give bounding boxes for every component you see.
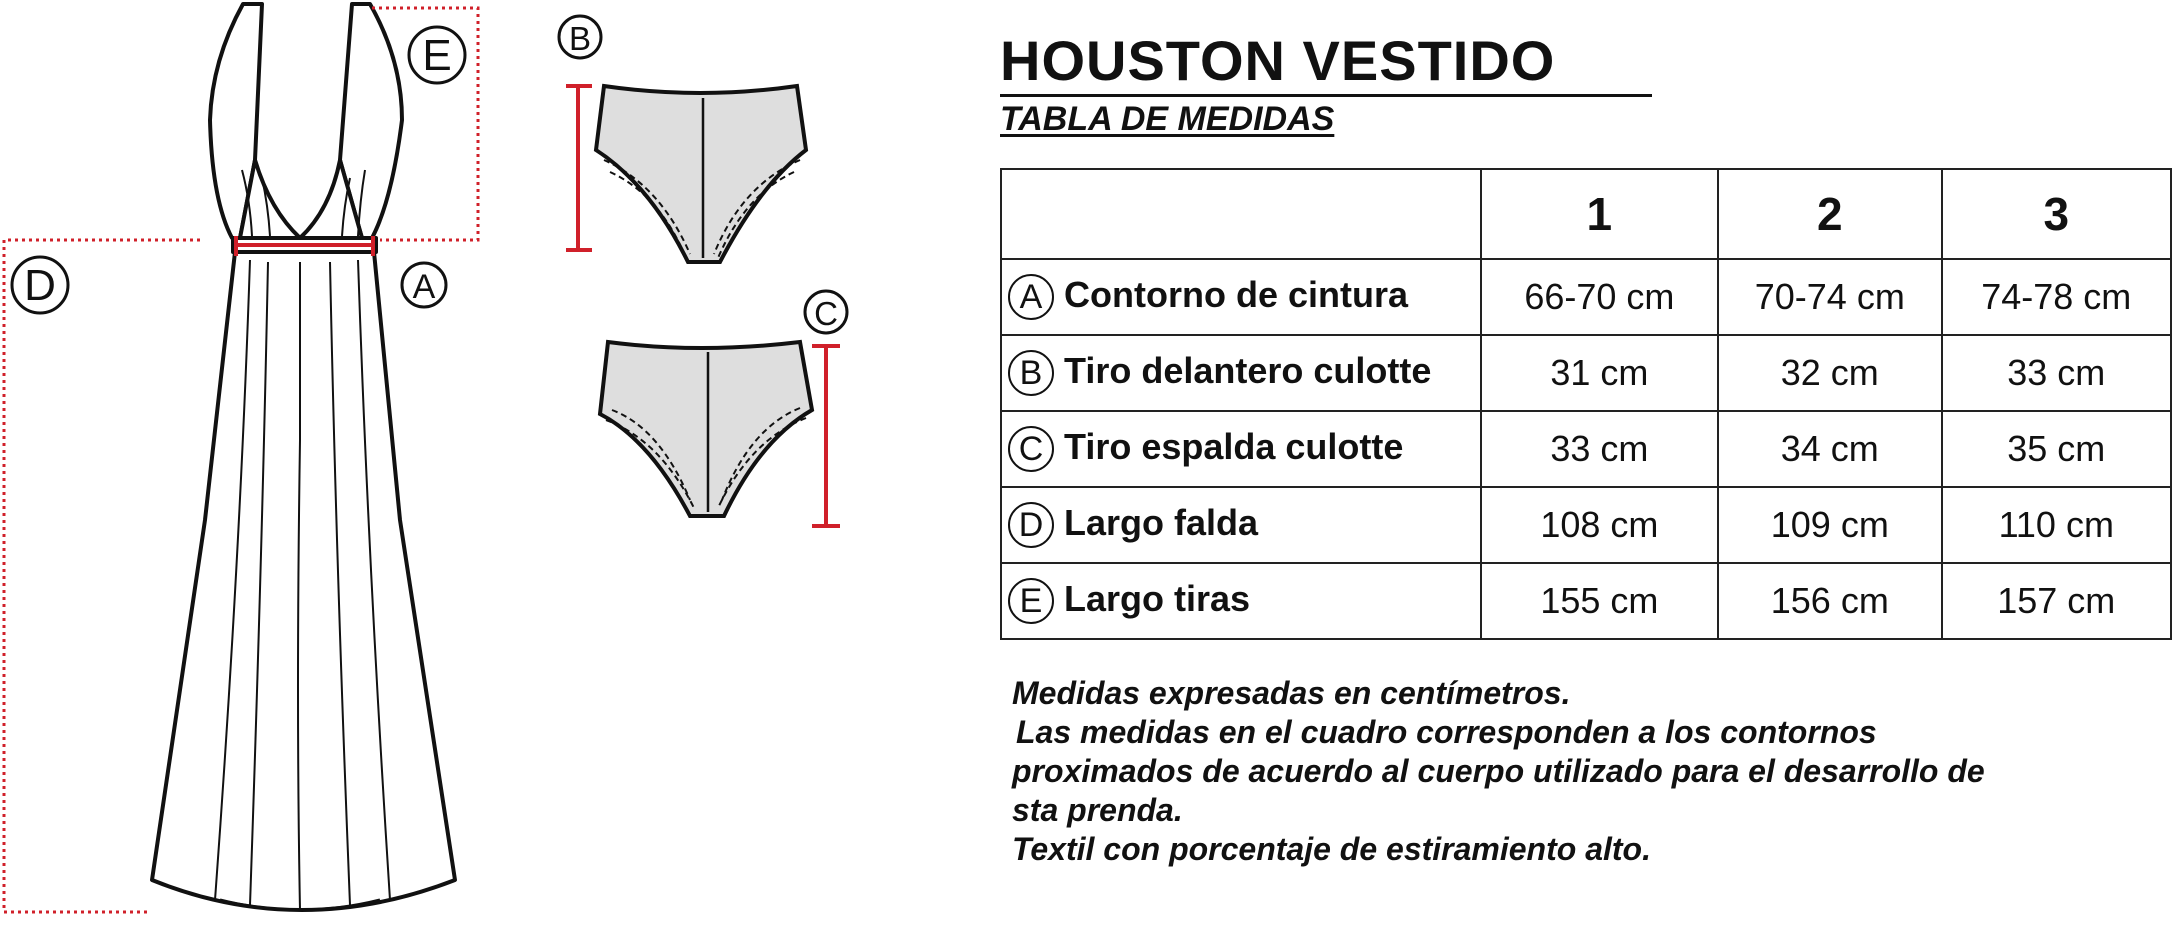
row-label: Tiro espalda culotte: [1064, 425, 1404, 467]
value-cell: 32 cm: [1718, 335, 1941, 411]
note-line: sta prenda.: [1012, 792, 1183, 828]
svg-text:D: D: [24, 261, 56, 310]
row-letter-d: D: [1008, 502, 1054, 548]
svg-text:C: C: [814, 295, 838, 332]
svg-text:A: A: [412, 268, 436, 306]
table-row: [1001, 335, 2171, 411]
row-label-cell: [1001, 411, 1481, 487]
size-table: [1000, 168, 2172, 640]
value-cell: 35 cm: [1942, 411, 2171, 487]
measure-line-c: [812, 346, 840, 526]
table-header-row: [1001, 169, 2171, 259]
table-row: [1001, 259, 2171, 335]
table-row: [1001, 487, 2171, 563]
row-letter-a: A: [1008, 274, 1054, 320]
label-a-circle: [402, 263, 446, 307]
svg-text:B: B: [568, 20, 592, 57]
row-label: Largo falda: [1064, 501, 1259, 543]
value-cell: 109 cm: [1718, 487, 1941, 563]
row-letter-c: C: [1008, 426, 1054, 472]
row-letter-b: B: [1008, 350, 1054, 396]
header-cell-size-3: 3: [1942, 169, 2171, 259]
row-label-cell: [1001, 259, 1481, 335]
table-row: [1001, 411, 2171, 487]
value-cell: 33 cm: [1942, 335, 2171, 411]
row-label: Largo tiras: [1064, 577, 1251, 619]
note-line: Las medidas en el cuadro corresponden a los contornos: [1016, 714, 1877, 750]
value-cell: 156 cm: [1718, 563, 1941, 639]
value-cell: 66-70 cm: [1481, 259, 1718, 335]
garment-sketch: [0, 0, 950, 926]
label-d-circle: [12, 257, 68, 313]
label-b-circle: [559, 16, 601, 58]
dress-drawing: [152, 4, 455, 910]
value-cell: 110 cm: [1942, 487, 2171, 563]
value-cell: 108 cm: [1481, 487, 1718, 563]
row-label: Contorno de cintura: [1064, 273, 1408, 315]
note-line: Textil con porcentaje de estiramiento alto.: [1012, 831, 1651, 867]
header-cell-empty: [1001, 169, 1481, 259]
row-label-cell: [1001, 563, 1481, 639]
row-letter-e: E: [1008, 578, 1054, 624]
value-cell: 157 cm: [1942, 563, 2171, 639]
note-line: proximados de acuerdo al cuerpo utilizado para el desarrollo de: [1012, 753, 1985, 789]
header-cell-size-1: 1: [1481, 169, 1718, 259]
page-title: HOUSTON VESTIDO: [1000, 30, 1652, 97]
value-cell: 70-74 cm: [1718, 259, 1941, 335]
value-cell: 34 cm: [1718, 411, 1941, 487]
label-c-circle: [805, 291, 847, 333]
value-cell: 74-78 cm: [1942, 259, 2171, 335]
label-e-circle: [409, 27, 465, 83]
header-cell-size-2: 2: [1718, 169, 1941, 259]
row-label-cell: [1001, 487, 1481, 563]
brief-front-drawing: [596, 86, 806, 262]
table-row: [1001, 563, 2171, 639]
value-cell: 155 cm: [1481, 563, 1718, 639]
value-cell: 31 cm: [1481, 335, 1718, 411]
title-block: [1000, 30, 1660, 139]
row-label-cell: [1001, 335, 1481, 411]
page-subtitle: TABLA DE MEDIDAS: [1000, 100, 1335, 138]
row-label: Tiro delantero culotte: [1064, 349, 1432, 391]
note-line: Medidas expresadas en centímetros.: [1012, 675, 1571, 711]
svg-text:E: E: [422, 31, 452, 80]
measure-line-b: [566, 86, 592, 250]
notes-block: [1012, 674, 2162, 869]
value-cell: 33 cm: [1481, 411, 1718, 487]
brief-back-drawing: [600, 342, 812, 516]
